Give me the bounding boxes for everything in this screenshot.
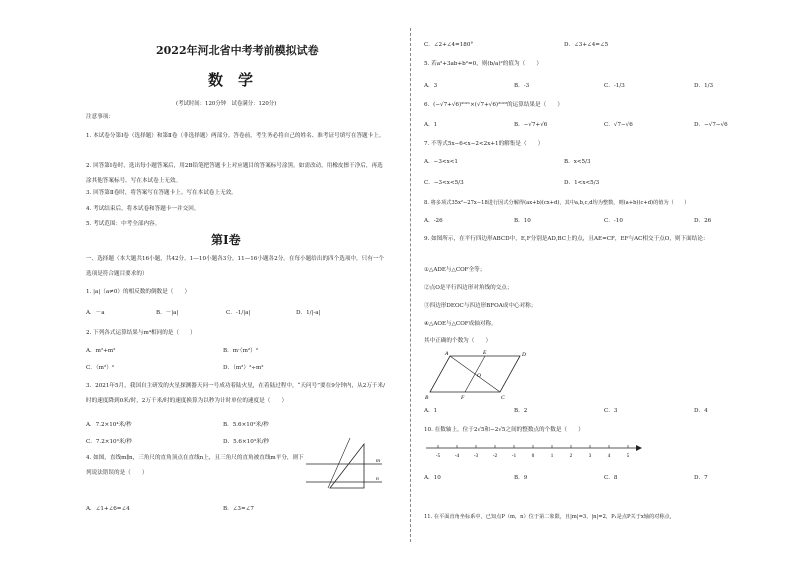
q2-stem: 2. 下列各式运算结果与m⁴相同的是（ ） <box>86 330 196 336</box>
notes-heading: 注意事项： <box>86 114 114 120</box>
q10-tick-label: 4 <box>607 454 611 459</box>
q5-option-c: C．-1/3 <box>604 83 625 89</box>
q9-label-d: D <box>522 352 526 358</box>
q9-label-b: B <box>425 395 429 400</box>
q10-tick-label: -3 <box>473 454 479 459</box>
q4-label-n: n <box>376 476 379 482</box>
q10-number-line <box>424 440 644 462</box>
q5-option-d: D．1/3 <box>694 83 714 89</box>
q7-option-b: B．x<5/3 <box>564 159 591 165</box>
q1-option-a: A．－a <box>86 310 105 316</box>
q1-option-d: D．1/|-a| <box>296 310 321 316</box>
q1-option-b: B．－|a| <box>156 310 179 316</box>
q10-tick-label: -1 <box>511 454 517 459</box>
q10-tick-label: 1 <box>550 454 554 459</box>
q9-item-1: ①△ADE与△COF全等； <box>424 267 486 273</box>
q10-option-c: C．8 <box>604 475 618 481</box>
q9-option-a: A．1 <box>424 408 438 414</box>
q10-tick-label: -4 <box>454 454 460 459</box>
q4-option-b: B．∠3=∠7 <box>223 506 254 512</box>
q4-triangle <box>330 444 364 488</box>
q4-transversal <box>328 438 350 488</box>
q6-option-d: D．−√7−√6 <box>694 122 728 128</box>
q9-option-d: D．4 <box>694 408 708 414</box>
section-title: 第Ⅰ卷 <box>211 233 241 247</box>
q8-option-a: A．-26 <box>424 218 443 224</box>
q8-option-c: C．-10 <box>604 218 623 224</box>
q10-option-a: A．10 <box>424 475 441 481</box>
q3-option-b: B．5.6×10²米/秒 <box>223 422 269 428</box>
q2-option-a: A．m²+m² <box>86 348 116 354</box>
q3-option-c: C．7.2×10³米/秒 <box>86 439 132 445</box>
q6-stem: 6．(−√7+√6)²⁰²¹×(√7+√6)²⁰²²的运算结果是（ ） <box>424 102 564 108</box>
q3-stem: 3．2021年5月，我国自主研发的火星探测器天问一号成功着陆火星，在着陆过程中，“天问号”要在9分钟内，从2万千米/时的速度降到0米/时，2万千米/时的速度换算为以秒为计时单位的速度是（ ） <box>86 383 385 404</box>
column-divider <box>410 28 411 542</box>
q8-stem: 8. 将多项式35x²−27x−18进行因式分解得(ax+b)(cx+d)，其中a,b,c,d均为整数，则(a+b)(c+d)的值为（ ） <box>424 200 690 206</box>
q10-ticks <box>436 445 630 459</box>
q9-item-4: ④△AOE与△COF成轴对称。 <box>424 321 497 327</box>
q9-label-f: F <box>461 395 465 400</box>
q9-option-c: C．3 <box>604 408 618 414</box>
q10-option-b: B．9 <box>514 475 528 481</box>
q7-option-c: C．−3<x<5/3 <box>424 180 464 186</box>
q10-tick-label: 0 <box>531 454 535 459</box>
q7-option-a: A．−3<x<1 <box>424 159 458 165</box>
q4-option-a: A．∠1+∠6=∠4 <box>86 506 130 512</box>
q6-option-b: B．−√7+√6 <box>514 122 548 128</box>
q7-stem: 7. 不等式5x−6<x−2<2x+1的解集是（ ） <box>424 141 544 147</box>
q9-label-o: O <box>477 373 481 379</box>
q10-tick-label: -5 <box>435 454 441 459</box>
q11-stem: 11. 在平面直角坐标系中，已知点P（m，n）位于第二象限，且|m|=3，|n|=2，P₁是点P关于x轴的对称点， <box>424 514 675 520</box>
q5-option-a: A．3 <box>424 83 438 89</box>
q10-tick-label: 5 <box>626 454 630 459</box>
q9-item-3: ③四边形DEOC与四边形BFOA成中心对称； <box>424 303 537 309</box>
note-4: 4. 考试结束后，将本试卷和答题卡一并交回。 <box>86 206 200 212</box>
q9-label-a: A <box>445 351 449 357</box>
q2-option-d: D．（m²）²÷m² <box>223 365 264 371</box>
exam-info: (考试时间：120分钟 试卷满分：120分) <box>176 101 277 107</box>
note-2: 2. 回答第Ⅰ卷时，选出每小题答案后，用2B铅笔把答题卡上对应题目的答案标号涂黑。如需改动，用橡皮擦干净后，再选涂其他答案标号。写在本试卷上无效。 <box>86 163 383 184</box>
q5-option-b: B．-3 <box>514 83 530 89</box>
q9-ask: 其中正确的个数为（ ） <box>424 338 492 344</box>
q4-stem: 4. 如图，直线m∥n，三角尺的直角顶点在直线n上，且三角尺的直角被直线m平分，则下列说法错误的是（ ） <box>86 455 304 476</box>
q3-option-d: D．5.6×10³米/秒 <box>223 439 270 445</box>
q8-option-b: B．10 <box>514 218 531 224</box>
q9-label-c: C <box>501 395 505 400</box>
q9-label-e: E <box>483 350 487 356</box>
note-5: 5. 考试范围：中考全部内容。 <box>86 221 161 227</box>
q5-stem: 5. 若a²+3ab+b²=0，则(b/a)²的值为（ ） <box>424 61 542 67</box>
q8-option-d: D．26 <box>694 218 712 224</box>
exam-title: 2022年河北省中考考前模拟试卷 <box>156 44 319 57</box>
q4-figure <box>304 434 384 490</box>
q4-label-m: m <box>376 458 380 464</box>
q1-option-c: C．-1/|a| <box>226 310 251 316</box>
q9-segment-ef <box>465 356 485 392</box>
q9-figure <box>424 348 534 400</box>
q10-option-d: D．7 <box>694 475 708 481</box>
q4-option-d: D．∠3+∠4=∠5 <box>564 42 609 48</box>
q9-item-2: ②点O是平行四边形对角线的交点； <box>424 285 513 291</box>
q2-option-c: C．（m²）² <box>86 365 115 371</box>
q6-option-c: C．√7−√6 <box>604 122 633 128</box>
q10-stem: 10. 在数轴上，位于2√5和−2√5之间的整数点的个数是（ ） <box>424 427 584 433</box>
q9-option-b: B．2 <box>514 408 528 414</box>
section-intro: 一、选择题（本大题共16小题，共42分。1—10小题各3分，11—16小题各2分。在每小题给出的四个选项中，只有一个选项是符合题目要求的） <box>86 256 384 277</box>
q10-tick-label: -2 <box>492 454 498 459</box>
q9-stem: 9. 如图所示，在平行四边形ABCD中，E,F分别是AD,BC上的点，且AE=CF，EF与AC相交于点O，则下面结论： <box>424 236 709 242</box>
q10-tick-label: 3 <box>588 454 592 459</box>
q7-option-d: D．1<x<5/3 <box>564 180 600 186</box>
q6-option-a: A．1 <box>424 122 438 128</box>
note-1: 1. 本试卷分第Ⅰ卷（选择题）和第Ⅱ卷（非选择题）两部分。答卷前，考生务必将自己的姓名、准考证号填写在答题卡上。 <box>86 133 385 139</box>
q1-stem: 1. |a|（a≠0）的相反数的倒数是（ ） <box>86 289 191 295</box>
q2-option-b: B．m·（m²）² <box>223 348 258 354</box>
q4-option-c: C．∠2+∠4=180° <box>424 42 474 48</box>
note-3: 3. 回答第Ⅱ卷时，将答案写在答题卡上。写在本试卷上无效。 <box>86 190 237 196</box>
subject-title: 数 学 <box>208 71 254 89</box>
q3-option-a: A．7.2×10⁴米/秒 <box>86 422 132 428</box>
q10-tick-label: 2 <box>569 454 573 459</box>
q10-axis-arrow <box>636 445 642 451</box>
